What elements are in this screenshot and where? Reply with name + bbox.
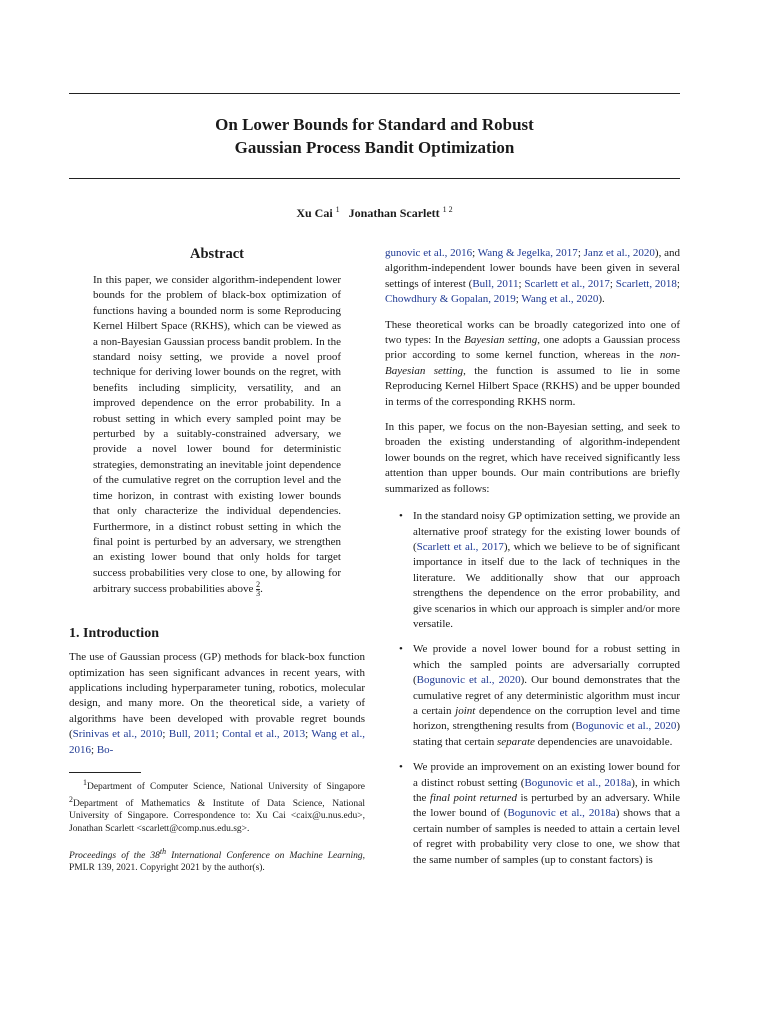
citation-link[interactable]: Janz et al., 2020: [583, 247, 655, 259]
proceedings-prefix: Proceedings of the 38: [69, 850, 160, 861]
citation-link[interactable]: Scarlett et al., 2017: [416, 540, 504, 553]
abstract-heading: Abstract: [190, 246, 244, 262]
emphasis: final point returned: [429, 792, 518, 804]
author-name: Xu Cai: [296, 206, 333, 220]
affiliation-2: Department of Mathematics & Institute of Data Science, National University of Singapore.: [69, 798, 365, 822]
footnote-rule: [69, 772, 141, 773]
body-text: ), which we believe to be of significant importance in itself due to the lack of techniques in the literature. We additionally show that our approach strengthens the dependence on the error probability, and give scenarios in which our approach is simpler and/or more versatile.: [413, 540, 680, 630]
body-text: We provide a novel lower bound for a robust setting in which the sampled points are adversarially corrupted (: [413, 643, 680, 687]
body-text: ), and algorithm-independent lower bounds have been given in several settings of interest (: [385, 247, 680, 290]
copyright: , PMLR 139, 2021. Copyright 2021 by the author(s).: [69, 850, 365, 874]
author-list: [69, 205, 680, 221]
list-item: [385, 760, 680, 868]
citation-link[interactable]: Srinivas et al., 2010: [72, 728, 163, 741]
citation-link[interactable]: gunovic et al., 2016: [385, 247, 473, 259]
body-paragraph: gunovic et al., 2016; Wang & Jegelka, 2017; Janz et al., 2020), and algorithm-independent lower bounds have been given in several settings of interest (Bull, 2011; Scarlett et al., 2017; Scarlett, 2018; Chowdhury & Gopalan, 2019; Wang et al., 2020).: [385, 247, 680, 306]
author-affiliation: 1 2: [442, 205, 453, 214]
ordinal-suffix: th: [159, 846, 167, 856]
body-text: In the standard noisy GP optimization setting, we provide an alternative proof strategy for the existing lower bounds of (: [413, 510, 680, 553]
left-column: [69, 246, 365, 875]
body-text: We provide an improvement on an existing lower bound for a distinct robust setting (: [413, 761, 680, 789]
citation-link[interactable]: Bogunovic et al., 2020: [416, 674, 521, 687]
body-text: ). Our bound demonstrates that the cumulative regret of any deterministic algorithm must incur a certain: [413, 674, 680, 717]
affiliation-1: Department of Computer Science, National University of Singapore: [86, 782, 365, 793]
body-text: is perturbed by an adversary. While the lower bound of (: [413, 792, 680, 820]
citation-link[interactable]: Contal et al., 2013: [222, 728, 306, 741]
list-item: [385, 509, 680, 632]
body-text: These theoretical works can be broadly categorized into one of two types: In the: [385, 318, 680, 347]
paper-title: [69, 113, 680, 159]
citation-link[interactable]: Bogunovic et al., 2018a: [507, 807, 616, 820]
citation-link[interactable]: Bull, 2011: [472, 277, 519, 290]
fraction-numerator: 2: [256, 580, 261, 590]
fraction: [256, 581, 260, 598]
conference-name: International Conference on Machine Learning: [166, 850, 363, 861]
emphasis: Bayesian setting: [464, 334, 538, 347]
citation-link[interactable]: Bo-: [96, 743, 114, 756]
body-text: ), in which the: [413, 776, 680, 804]
citation-link[interactable]: Scarlett, 2018: [615, 277, 677, 290]
intro-paragraph: The use of Gaussian process (GP) methods for black-box function optimization has seen significant advances in recent years, with applications including hyperparameter tuning, robotics, molecular design, and many more. On the theoretical side, a variety of algorithms have been developed with provable regret bounds (Srinivas et al., 2010; Bull, 2011; Contal et al., 2013; Wang et al., 2016; Bo-: [69, 651, 365, 756]
footnote-affiliations: $^1$Department of Computer Science, National University of Singapore $^2$Department of Mathematics & Institute of Data Science, National University of Singapore. Correspondence to: Xu Cai <caix@u.nus.edu>, Jonathan Scarlett <scarlett@comp.nus.edu.sg>.: [69, 777, 366, 835]
list-item: [385, 642, 680, 750]
correspondence: Correspondence to: Xu Cai <caix@u.nus.edu>, Jonathan Scarlett <scarlett@comp.nus.edu.sg>.: [69, 811, 366, 835]
body-text: dependence on the corruption level and time horizon, strengthening results from (: [413, 704, 681, 733]
citation-link[interactable]: Chowdhury & Gopalan, 2019: [385, 293, 516, 306]
title-rule-bottom: [69, 178, 680, 179]
citation-link[interactable]: Scarlett et al., 2017: [524, 277, 610, 290]
right-column: [385, 246, 680, 878]
citation-link[interactable]: Bull, 2011: [168, 728, 216, 741]
body-text: ).: [598, 293, 605, 306]
body-text: ) stating that certain: [413, 720, 681, 748]
section-heading-introduction: 1. Introduction: [69, 626, 159, 642]
body-text: ) shows that a certain number of samples is needed to attain a certain level of regret with probability very close to one, we show that the same number of samples (up to constant factors) is: [413, 807, 680, 866]
emphasis: separate: [497, 735, 535, 748]
body-paragraph: [385, 318, 680, 410]
author-name: Jonathan Scarlett: [348, 206, 440, 220]
author-affiliation: 1: [335, 205, 340, 214]
title-rule-top: [69, 93, 680, 94]
fraction-denominator: 3: [256, 589, 261, 599]
citation-link[interactable]: Wang & Jegelka, 2017: [477, 247, 578, 259]
bullet-icon: •: [399, 761, 403, 774]
bullet-icon: •: [399, 510, 403, 523]
bullet-icon: •: [399, 643, 403, 656]
body-paragraph: In this paper, we focus on the non-Bayesian setting, and seek to broaden the existing understanding of algorithm-independent lower bounds on the regret, which have received significantly less attention than upper bounds. Our main contributions are briefly summarized as follows:: [385, 421, 680, 495]
abstract-body: In this paper, we consider algorithm-independent lower bounds for the problem of black-box optimization of functions having a bounded norm is some Reproducing Kernel Hilbert Space (RKHS), which can be viewed as a non-Bayesian Gaussian process bandit problem. In the standard noisy setting, we provide a novel proof technique for deriving lower bounds on the regret, with benefits including simplicity, versatility, and an improved dependence on the error probability. In a robust setting in which every sampled point may be perturbed by a suitably-constrained adversary, we provide a novel lower bound for deterministic strategies, demonstrating an inevitable joint dependence of the cumulative regret on the corruption level and the time horizon, in contrast with existing lower bounds that only characterize the individual dependencies. Furthermore, in a distinct robust setting in which the final point is perturbed by an adversary, we strengthen an existing lower bound that only holds for target success probabilities very close to one, by allowing for arbitrary success probabilities above: [93, 274, 341, 596]
intro-text: The use of Gaussian process (GP) methods for black-box function optimization has seen significant advances in recent years, with applications including hyperparameter tuning, robotics, molecular design, and many more. On the theoretical side, a variety of algorithms have been developed with provable regret bounds (: [69, 651, 365, 741]
emphasis: non-Bayesian setting: [385, 349, 680, 377]
citation-link[interactable]: Wang et al., 2016: [69, 728, 365, 756]
title-line-2: Gaussian Process Bandit Optimization: [234, 138, 515, 157]
citation-link[interactable]: Bogunovic et al., 2018a: [524, 776, 632, 789]
body-text: dependencies are unavoidable.: [534, 735, 673, 748]
contribution-list: [385, 509, 680, 868]
proceedings-note: [69, 846, 365, 875]
citation-link[interactable]: Bogunovic et al., 2020: [575, 720, 677, 733]
abstract-text: In this paper, we consider algorithm-independent lower bounds for the problem of black-box optimization of functions having a bounded norm is some Reproducing Kernel Hilbert Space (RKHS), which can be viewed as a non-Bayesian Gaussian process bandit problem. In the standard noisy setting, we provide a novel proof technique for deriving lower bounds on the regret, with benefits including simplicity, versatility, and an improved dependence on the error probability. In a robust setting in which every sampled point may be perturbed by a suitably-constrained adversary, we provide a novel lower bound for deterministic strategies, demonstrating an inevitable joint dependence of the cumulative regret on the corruption level and the time horizon, in contrast with existing lower bounds that only characterize the individual dependencies. Furthermore, in a distinct robust setting in which the final point is perturbed by an adversary, we strengthen an existing lower bound that only holds for target success probabilities very close to one, by allowing for arbitrary success probabilities above $\frac{2}{3}$ .: [93, 274, 341, 599]
body-text: , one adopts a Gaussian process prior according to some kernel function, whereas in the: [385, 334, 680, 362]
citation-link[interactable]: Wang et al., 2020: [521, 293, 599, 306]
title-line-1: On Lower Bounds for Standard and Robust: [215, 115, 534, 134]
body-text: , the function is assumed to lie in some Reproducing Kernel Hilbert Space (RKHS) and be upper bounded in terms of the corresponding RKHS norm.: [385, 364, 680, 408]
emphasis: joint: [455, 704, 476, 717]
